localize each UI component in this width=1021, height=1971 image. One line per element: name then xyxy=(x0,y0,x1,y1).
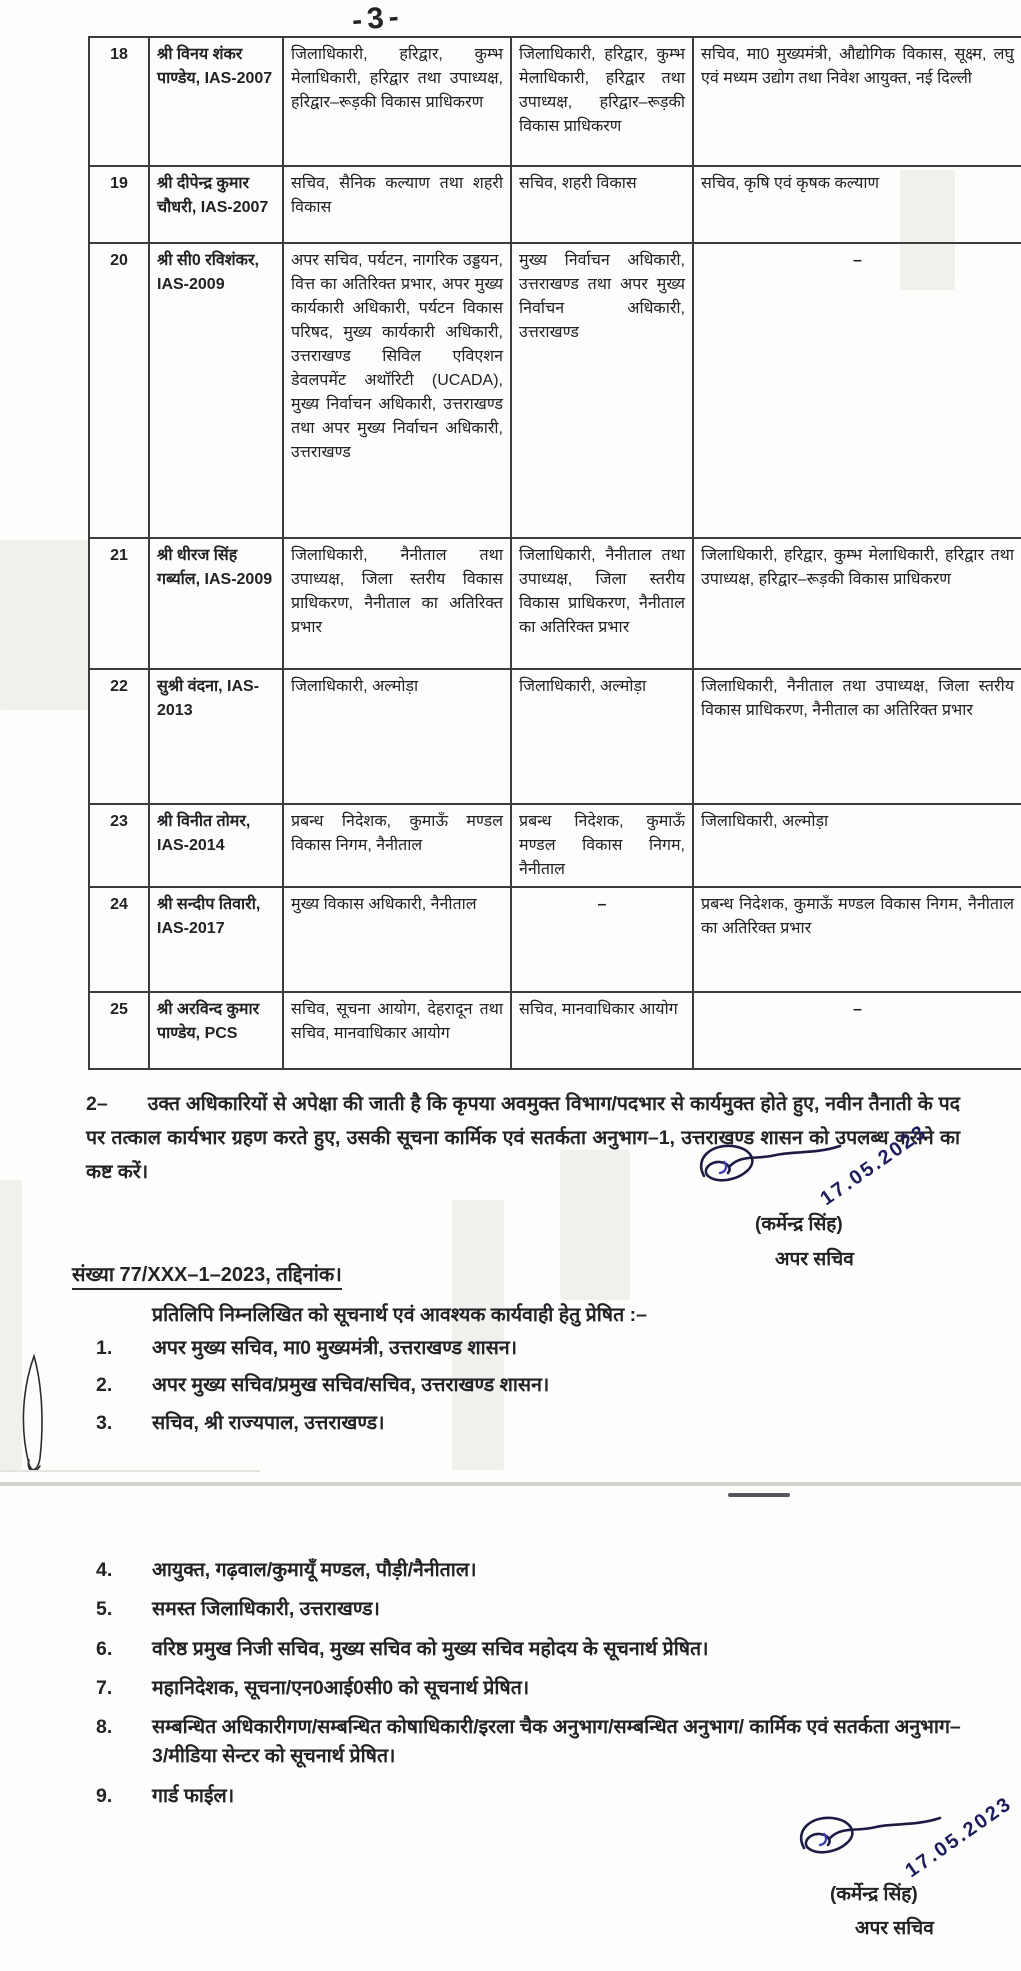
new-posting: सचिव, मा0 मुख्यमंत्री, औद्योगिक विकास, सूक्ष्म, लघु एवं मध्यम उद्योग तथा निवेश आयुक्त, नई दिल्ली xyxy=(693,37,1021,166)
pen-mark-icon xyxy=(12,1352,56,1482)
serial-number: 20 xyxy=(89,243,149,538)
released-posting: जिलाधिकारी, नैनीताल तथा उपाध्यक्ष, जिला स्तरीय विकास प्राधिकरण, नैनीताल का अतिरिक्त प्रभार xyxy=(511,538,693,669)
new-posting: – xyxy=(693,243,1021,538)
table-row xyxy=(89,887,1021,992)
item-number: 1. xyxy=(96,1337,113,1359)
new-posting: जिलाधिकारी, अल्मोड़ा xyxy=(693,804,1021,887)
list-item: वरिष्ठ प्रमुख निजी सचिव, मुख्य सचिव को मुख्य सचिव महोदय के सूचनार्थ प्रेषित। xyxy=(152,1637,709,1660)
signatory-name: (कर्मेन्द्र सिंह) xyxy=(830,1884,918,1905)
table-row xyxy=(89,669,1021,804)
handwritten-date: 17.05.2023 xyxy=(901,1792,1017,1883)
serial-number: 24 xyxy=(89,887,149,992)
current-posting: अपर सचिव, पर्यटन, नागरिक उड्डयन, वित्त का अतिरिक्त प्रभार, अपर मुख्य कार्यकारी अधिकारी, पर्यटन विकास परिषद, मुख्य कार्यकारी अधिकारी, उत्तराखण्ड सिविल एविएशन डेवलपमेंट अथॉरिटी (UCADA), मुख्य निर्वाचन अधिकारी, उत्तराखण्ड तथा अपर मुख्य निर्वाचन अधिकारी, उत्तराखण्ड xyxy=(283,243,511,538)
scan-page-divider xyxy=(0,1482,1021,1486)
handwritten-date: 17.05.2023 xyxy=(816,1120,932,1211)
reference-number-line: संख्या 77/XXX–1–2023, तद्दिनांक। xyxy=(72,1260,342,1290)
signature-block-bottom xyxy=(700,1792,1021,1971)
new-posting: जिलाधिकारी, हरिद्वार, कुम्भ मेलाधिकारी, हरिद्वार तथा उपाध्यक्ष, हरिद्वार–रूड़की विकास प्राधिकरण xyxy=(693,538,1021,669)
list-item: अपर मुख्य सचिव, मा0 मुख्यमंत्री, उत्तराखण्ड शासन। xyxy=(152,1337,518,1359)
officer-name: श्री सन्दीप तिवारी, IAS-2017 xyxy=(149,887,283,992)
list-item: सचिव, श्री राज्यपाल, उत्तराखण्ड। xyxy=(152,1411,385,1434)
released-posting: सचिव, मानवाधिकार आयोग xyxy=(511,992,693,1069)
item-number: 6. xyxy=(96,1637,113,1660)
copy-forward-line: प्रतिलिपि निम्नलिखित को सूचनार्थ एवं आवश्यक कार्यवाही हेतु प्रेषित :– xyxy=(152,1304,647,1326)
officer-name: श्री विनय शंकर पाण्डेय, IAS-2007 xyxy=(149,37,283,166)
current-posting: सचिव, सैनिक कल्याण तथा शहरी विकास xyxy=(283,166,511,243)
officer-name: श्री सी0 रविशंकर, IAS-2009 xyxy=(149,243,283,538)
new-posting: जिलाधिकारी, नैनीताल तथा उपाध्यक्ष, जिला स्तरीय विकास प्राधिकरण, नैनीताल का अतिरिक्त प्रभार xyxy=(693,669,1021,804)
officer-name: श्री धीरज सिंह गर्ब्याल, IAS-2009 xyxy=(149,538,283,669)
signature-block-top xyxy=(615,1120,975,1302)
officer-name: सुश्री वंदना, IAS-2013 xyxy=(149,669,283,804)
page-number: -3- xyxy=(350,0,405,38)
list-item: गार्ड फाईल। xyxy=(152,1784,235,1807)
item-number: 8. xyxy=(96,1716,113,1738)
scan-blotch xyxy=(0,540,90,710)
current-posting: मुख्य विकास अधिकारी, नैनीताल xyxy=(283,887,511,992)
current-posting: प्रबन्ध निदेशक, कुमाऊँ मण्डल विकास निगम, नैनीताल xyxy=(283,804,511,887)
transfer-order-table xyxy=(88,36,1021,1070)
signatory-title: अपर सचिव xyxy=(775,1249,854,1270)
paragraph-number: 2– xyxy=(86,1093,108,1115)
table-row xyxy=(89,538,1021,669)
officer-name: श्री अरविन्द कुमार पाण्डेय, PCS xyxy=(149,992,283,1069)
item-number: 3. xyxy=(96,1411,113,1434)
item-number: 9. xyxy=(96,1784,113,1807)
released-posting: जिलाधिकारी, अल्मोड़ा xyxy=(511,669,693,804)
list-item: अपर मुख्य सचिव/प्रमुख सचिव/सचिव, उत्तराखण्ड शासन। xyxy=(152,1374,550,1397)
distribution-list-1-3 xyxy=(96,1334,796,1438)
list-item: समस्त जिलाधिकारी, उत्तराखण्ड। xyxy=(152,1598,380,1621)
item-number: 5. xyxy=(96,1598,113,1621)
released-posting: सचिव, शहरी विकास xyxy=(511,166,693,243)
serial-number: 21 xyxy=(89,538,149,669)
current-posting: जिलाधिकारी, नैनीताल तथा उपाध्यक्ष, जिला स्तरीय विकास प्राधिकरण, नैनीताल का अतिरिक्त प्रभार xyxy=(283,538,511,669)
serial-number: 19 xyxy=(89,166,149,243)
serial-number: 22 xyxy=(89,669,149,804)
released-posting: – xyxy=(511,887,693,992)
released-posting: मुख्य निर्वाचन अधिकारी, उत्तराखण्ड तथा अपर मुख्य निर्वाचन अधिकारी, उत्तराखण्ड xyxy=(511,243,693,538)
released-posting: प्रबन्ध निदेशक, कुमाऊँ मण्डल विकास निगम, नैनीताल xyxy=(511,804,693,887)
new-posting: – xyxy=(693,992,1021,1069)
table-row xyxy=(89,166,1021,243)
table-row xyxy=(89,243,1021,538)
current-posting: सचिव, सूचना आयोग, देहरादून तथा सचिव, मानवाधिकार आयोग xyxy=(283,992,511,1069)
scan-divider-dash xyxy=(728,1493,790,1497)
officer-name: श्री दीपेन्द्र कुमार चौधरी, IAS-2007 xyxy=(149,166,283,243)
new-posting: सचिव, कृषि एवं कृषक कल्याण xyxy=(693,166,1021,243)
table-row xyxy=(89,992,1021,1069)
list-item: महानिदेशक, सूचना/एन0आई0सी0 को सूचनार्थ प्रेषित। xyxy=(152,1676,530,1699)
table-row xyxy=(89,37,1021,166)
scan-divider-faint xyxy=(0,1470,260,1472)
item-number: 7. xyxy=(96,1676,113,1699)
item-number: 4. xyxy=(96,1559,113,1581)
new-posting: प्रबन्ध निदेशक, कुमाऊँ मण्डल विकास निगम, नैनीताल का अतिरिक्त प्रभार xyxy=(693,887,1021,992)
signatory-name: (कर्मेन्द्र सिंह) xyxy=(755,1214,843,1235)
serial-number: 18 xyxy=(89,37,149,166)
serial-number: 23 xyxy=(89,804,149,887)
released-posting: जिलाधिकारी, हरिद्वार, कुम्भ मेलाधिकारी, हरिद्वार तथा उपाध्यक्ष, हरिद्वार–रूड़की विकास प्राधिकरण xyxy=(511,37,693,166)
item-number: 2. xyxy=(96,1374,113,1397)
current-posting: जिलाधिकारी, अल्मोड़ा xyxy=(283,669,511,804)
list-item: आयुक्त, गढ़वाल/कुमायूँ मण्डल, पौड़ी/नैनीताल। xyxy=(152,1559,477,1581)
current-posting: जिलाधिकारी, हरिद्वार, कुम्भ मेलाधिकारी, हरिद्वार तथा उपाध्यक्ष, हरिद्वार–रूड़की विकास प्राधिकरण xyxy=(283,37,511,166)
list-item: सम्बन्धित अधिकारीगण/सम्बन्धित कोषाधिकारी/इरला चैक अनुभाग/सम्बन्धित अनुभाग/ कार्मिक एवं सतर्कता अनुभाग–3/मीडिया सेन्टर को सूचनार्थ प्रेषित। xyxy=(152,1716,961,1768)
paragraph-text: उक्त अधिकारियों से अपेक्षा की जाती है कि कृपया अवमुक्त विभाग/पदभार से कार्यमुक्त होते हुए, नवीन तैनाती के पद पर तत्काल कार्यभार ग्रहण करते हुए, उसकी सूचना कार्मिक एवं सतर्कता अनुभाग–1, उत्तराखण्ड शासन को उपलब्ध कराने का कष्ट करें। xyxy=(86,1093,960,1183)
officer-name: श्री विनीत तोमर, IAS-2014 xyxy=(149,804,283,887)
distribution-list-4-9 xyxy=(96,1556,976,1811)
table-row xyxy=(89,804,1021,887)
serial-number: 25 xyxy=(89,992,149,1069)
signatory-title: अपर सचिव xyxy=(855,1918,934,1939)
